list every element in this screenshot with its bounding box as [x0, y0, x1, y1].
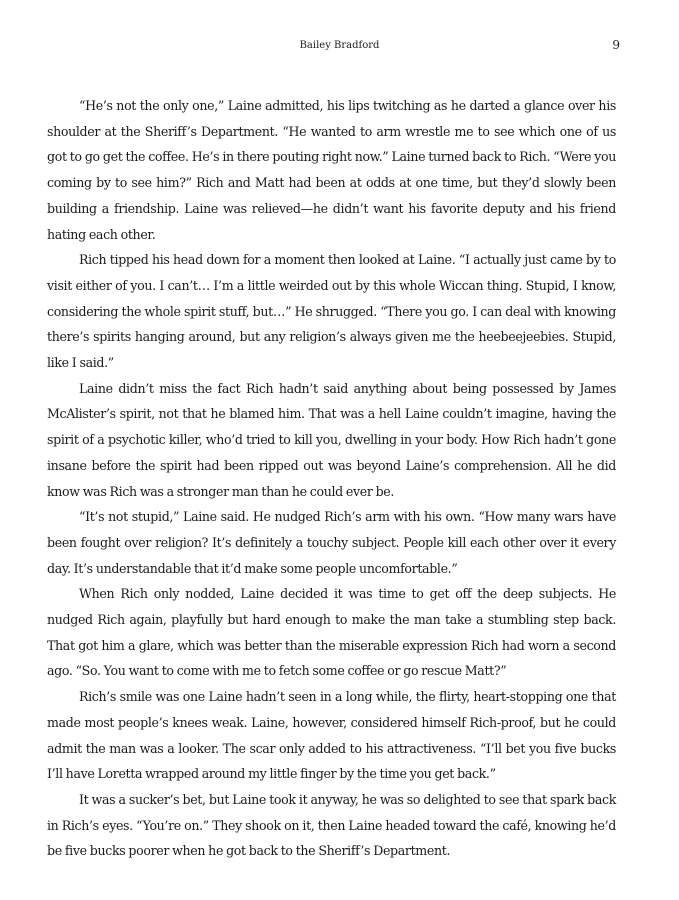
paragraph: It was a sucker’s bet, but Laine took it anyway, he was so delighted to see that spark back in Rich’s eyes. “You’re on.” They shook on it, then Laine headed toward the café, knowing he’d be five bucks poorer when he got back to the Sheriff’s Department.	[47, 791, 616, 859]
body-text	[47, 93, 616, 864]
running-header-author: Bailey Bradford	[299, 40, 380, 51]
paragraph: Laine didn’t miss the fact Rich hadn’t said anything about being possessed by James McAlister’s spirit, not that he blamed him. That was a hell Laine couldn’t imagine, having the spirit of a psychotic killer, who’d tried to kill you, dwelling in your body. How Rich hadn’t gone insane before the spirit had been ripped out was beyond Laine’s comprehension. All he did know was Rich was a stronger man than he could ever be.	[47, 380, 616, 499]
paragraph: When Rich only nodded, Laine decided it was time to get off the deep subjects. He nudged Rich again, playfully but hard enough to make the man take a stumbling step back. That got him a glare, which was better than the miserable expression Rich had worn a second ago. “So. You want to come with me to fetch some coffee or go rescue Matt?”	[47, 586, 616, 679]
paragraph: “It’s not stupid,” Laine said. He nudged Rich’s arm with his own. “How many wars have been fought over religion? It’s definitely a touchy subject. People kill each other over it every day. It’s understandable that it’d make some people uncomfortable.”	[47, 509, 616, 576]
page-number: 9	[612, 38, 620, 52]
paragraph: Rich’s smile was one Laine hadn’t seen in a long while, the flirty, heart-stopping one that made most people’s knees weak. Laine, however, considered himself Rich-proof, but he could admit the man was a looker. The scar only added to his attractiveness. “I’ll bet you five bucks I’ll have Loretta wrapped around my little finger by the time you get back.”	[47, 689, 616, 782]
paragraph: “He’s not the only one,” Laine admitted, his lips twitching as he darted a glance over his shoulder at the Sheriff’s Department. “He wanted to arm wrestle me to see which one of us got to go get the coffee. He’s in there pouting right now.” Laine turned back to Rich. “Were you coming by to see him?” Rich and Matt had been at odds at one time, but they’d slowly been building a friendship. Laine was relieved—he didn’t want his favorite deputy and his friend hating each other.	[47, 98, 616, 242]
paragraph: Rich tipped his head down for a moment then looked at Laine. “I actually just came by to visit either of you. I can’t… I’m a little weirded out by this whole Wiccan thing. Stupid, I know, considering the whole spirit stuff, but…” He shrugged. “There you go. I can deal with knowing there’s spirits hanging around, but any religion’s always given me the heebeejeebies. Stupid, like I said.”	[47, 252, 616, 371]
